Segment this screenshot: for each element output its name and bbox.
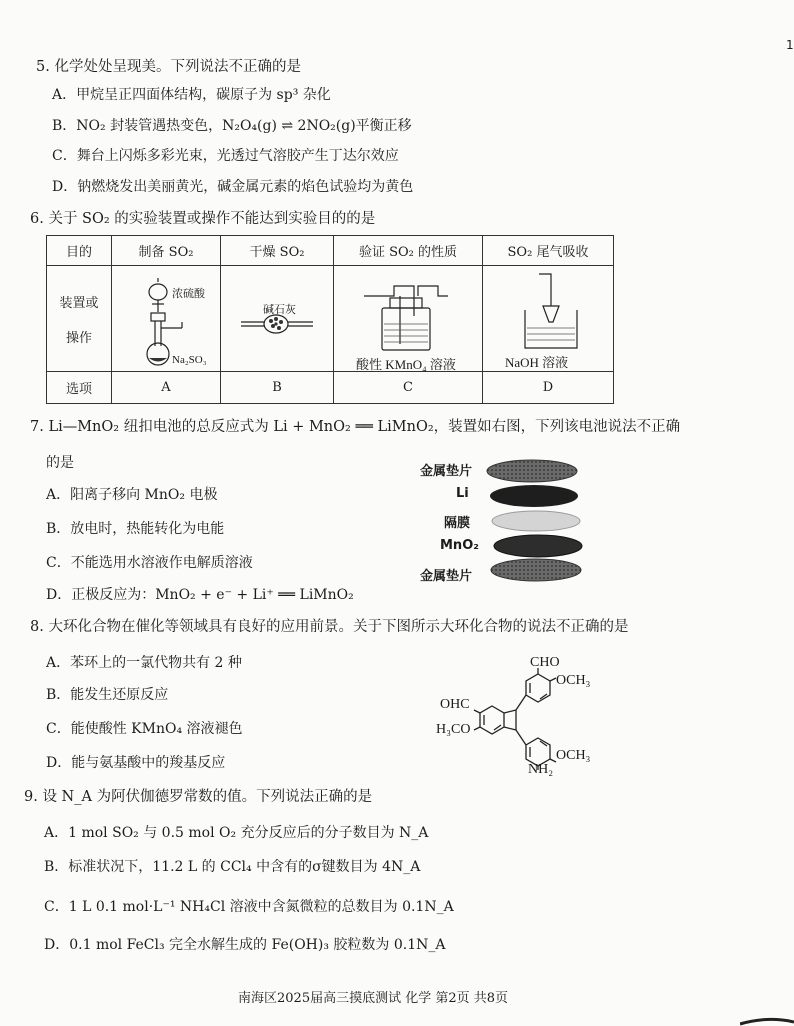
q7-option-d: D．正极反应为：MnO₂ + e⁻ + Li⁺ ══ LiMnO₂	[46, 587, 354, 603]
page-mark: 1	[786, 38, 794, 52]
page-footer: 南海区2025届高三摸底测试 化学 第2页 共8页	[238, 991, 509, 1006]
battery-label-mno2: MnO₂	[440, 538, 479, 553]
group-cho: CHO	[530, 655, 560, 670]
coin-cell-layers-icon	[486, 456, 596, 586]
group-och3-top: OCH₃	[556, 673, 591, 688]
q6-label-soda-lime: 碱石灰	[263, 304, 296, 316]
q6-purpose-b: 干燥 SO₂	[221, 236, 334, 266]
q6-apparatus-c	[334, 266, 483, 372]
q5-option-d: D．钠燃烧发出美丽黄光，碱金属元素的焰色试验均为黄色	[52, 179, 414, 195]
q9-option-c: C．1 L 0.1 mol·L⁻¹ NH₄Cl 溶液中含氮微粒的总数目为 0.1N_A	[44, 899, 454, 915]
q9-option-d: D．0.1 mol FeCl₃ 完全水解生成的 Fe(OH)₃ 胶粒数为 0.1N_A	[44, 937, 446, 953]
q6-stem: 6. 关于 SO₂ 的实验装置或操作不能达到实验目的的是	[30, 211, 376, 227]
q6-header-device-2: 操作	[65, 330, 92, 346]
drying-tube-icon	[221, 266, 333, 372]
q6-header-purpose: 目的	[47, 236, 112, 266]
q6-apparatus-a	[112, 266, 221, 372]
battery-label-separator: 隔膜	[444, 516, 471, 531]
q8-option-c: C．能使酸性 KMnO₄ 溶液褪色	[46, 721, 243, 737]
q6-option-d: D	[483, 372, 614, 404]
battery-label-metal-top: 金属垫片	[420, 464, 473, 479]
q6-label-conc-acid: 浓硫酸	[172, 288, 205, 300]
q8-stem: 8. 大环化合物在催化等领域具有良好的应用前景。关于下图所示大环化合物的说法不正确的是	[30, 619, 629, 635]
q7-option-c: C．不能选用水溶液作电解质溶液	[46, 555, 253, 571]
q6-purpose-c: 验证 SO₂ 的性质	[334, 236, 483, 266]
group-h3co: H₃CO	[436, 722, 471, 737]
q9-option-a: A．1 mol SO₂ 与 0.5 mol O₂ 充分反应后的分子数目为 N_A	[44, 825, 429, 841]
q6-header-option: 选项	[47, 372, 112, 404]
q6-purpose-d: SO₂ 尾气吸收	[483, 236, 614, 266]
q6-option-a: A	[112, 372, 221, 404]
q5-option-c: C．舞台上闪烁多彩光束，光透过气溶胶产生丁达尔效应	[52, 148, 399, 164]
q6-apparatus-d	[483, 266, 614, 372]
group-nh2: NH₂	[528, 762, 554, 777]
q8-option-b: B．能发生还原反应	[46, 687, 169, 703]
corner-mark-icon	[740, 1016, 794, 1026]
group-ohc: OHC	[440, 697, 470, 712]
q6-option-b: B	[221, 372, 334, 404]
q6-purpose-a: 制备 SO₂	[112, 236, 221, 266]
q8-option-a: A．苯环上的一氯代物共有 2 种	[46, 655, 242, 671]
q5-option-b: B．NO₂ 封装管遇热变色，N₂O₄(g) ⇌ 2NO₂(g)平衡正移	[52, 118, 412, 134]
q5-option-a: A．甲烷呈正四面体结构，碳原子为 sp³ 杂化	[52, 87, 331, 103]
q7-stem-cont: 的是	[46, 455, 74, 471]
battery-label-li: Li	[456, 486, 469, 501]
q9-stem: 9. 设 N_A 为阿伏伽德罗常数的值。下列说法正确的是	[24, 789, 373, 805]
q6-label-na2so3: Na₂SO₃	[172, 354, 207, 366]
q8-option-d: D．能与氨基酸中的羧基反应	[46, 755, 226, 771]
q6-header-device	[47, 266, 112, 372]
q6-experiment-table	[46, 235, 614, 404]
q6-label-naoh: NaOH 溶液	[505, 355, 569, 370]
q7-stem: 7. Li—MnO₂ 纽扣电池的总反应式为 Li + MnO₂ ══ LiMnO₂，装置如右图，下列该电池说法不正确	[30, 419, 681, 435]
q7-option-a: A．阳离子移向 MnO₂ 电极	[46, 487, 218, 503]
q6-header-device-1: 装置或	[59, 295, 99, 311]
q6-apparatus-b	[221, 266, 334, 372]
q6-label-kmno4: 酸性 KMnO₄ 溶液	[356, 357, 456, 372]
q6-option-c: C	[334, 372, 483, 404]
q9-option-b: B．标准状况下，11.2 L 的 CCl₄ 中含有的σ键数目为 4N_A	[44, 859, 421, 875]
q7-option-b: B．放电时，热能转化为电能	[46, 521, 225, 537]
q5-stem: 5. 化学处处呈现美。下列说法不正确的是	[36, 59, 301, 75]
group-och3-bottom: OCH₃	[556, 748, 591, 763]
battery-label-metal-bottom: 金属垫片	[420, 569, 473, 584]
